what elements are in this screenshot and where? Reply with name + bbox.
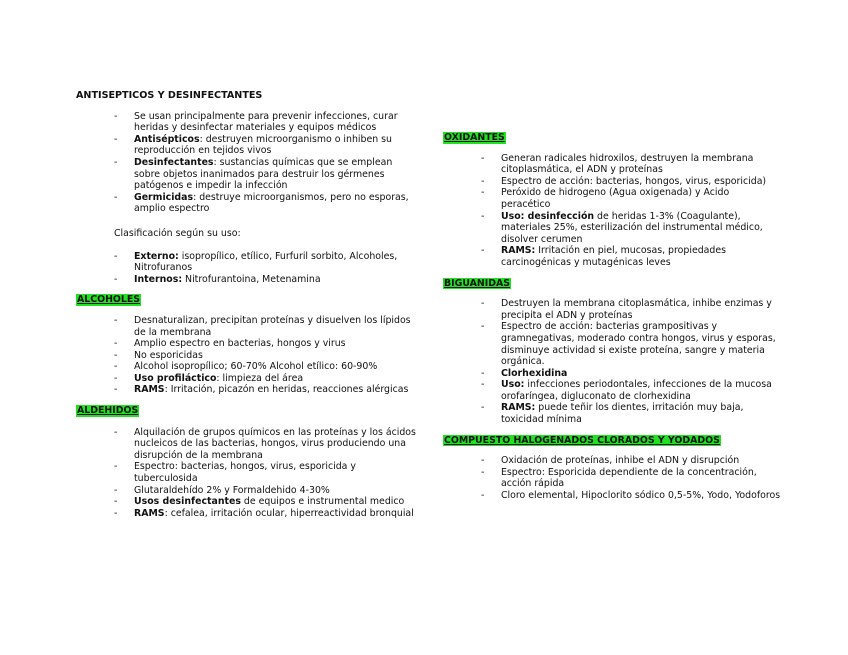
list-item xyxy=(76,338,416,350)
bullet-dash: - xyxy=(481,175,485,187)
list-item xyxy=(76,384,416,396)
bullet-dash: - xyxy=(114,338,118,350)
page-title: ANTISEPTICOS Y DESINFECTANTES xyxy=(76,90,263,101)
item-text: Irritación en piel, mucosas, propiedades carcinogénicas y mutagénicas leves xyxy=(501,245,727,268)
item-term: Clorhexidina xyxy=(501,367,568,379)
item-term: RAMS: xyxy=(501,245,536,257)
classification-list xyxy=(76,251,416,286)
list-item xyxy=(443,153,781,176)
list-item xyxy=(76,157,416,192)
oxidantes-heading: OXIDANTES xyxy=(444,132,505,143)
bullet-dash: - xyxy=(481,152,485,164)
item-term: Internos: xyxy=(134,273,183,285)
item-text: : destruye microorganismos, pero no esporas, amplio espectro xyxy=(134,191,409,215)
intro-list xyxy=(76,111,416,215)
list-item xyxy=(76,508,416,520)
list-item xyxy=(443,245,781,268)
bullet-dash: - xyxy=(114,461,118,473)
item-text: Oxidación de proteínas, inhibe el ADN y disrupción xyxy=(501,455,740,467)
bullet-dash: - xyxy=(481,402,485,414)
item-term: RAMS xyxy=(134,507,165,519)
item-term: Usos desinfectantes xyxy=(134,496,241,508)
list-item xyxy=(443,402,781,425)
alcoholes-list xyxy=(76,315,416,396)
list-item xyxy=(76,134,416,157)
item-text: Se usan principalmente para prevenir infecciones, curar heridas y desinfectar materiales y equipos médicos xyxy=(134,110,398,134)
list-item xyxy=(443,321,781,367)
right-column xyxy=(443,132,781,502)
item-term: RAMS xyxy=(134,384,165,396)
bullet-dash: - xyxy=(114,110,118,122)
item-text: : sustancias químicas que se emplean sobre objetos inanimados para destruir los gérmenes patógenos e impedir la infección xyxy=(134,156,393,192)
oxidantes-list xyxy=(443,153,781,269)
item-text: infecciones periodontales, infecciones de la mucosa orofaríngea, digluconato de clorhexidina xyxy=(501,379,772,402)
item-text: Alquilación de grupos químicos en las proteínas y los ácidos nucleicos de las bacterias, hongos, virus produciendo una disrupción de la membrana xyxy=(134,426,416,461)
bullet-dash: - xyxy=(481,367,485,379)
bullet-dash: - xyxy=(481,321,485,333)
bullet-dash: - xyxy=(114,314,118,326)
item-text: Desnaturalizan, precipitan proteínas y disuelven los lípidos de la membrana xyxy=(134,314,411,338)
item-text: de heridas 1-3% (Coagulante), materiales 25%, esterilización del instrumental médico, disolver cerumen xyxy=(501,210,763,245)
bullet-dash: - xyxy=(114,484,118,496)
item-text: Espectro de acción: bacterias, hongos, virus, esporicida) xyxy=(501,175,767,187)
list-item xyxy=(76,274,416,286)
bullet-dash: - xyxy=(481,210,485,222)
item-text: Espectro de acción: bacterias grampositivas y gramnegativas, moderado contra hongos, virus y esporas, disminuye actividad si existe proteína, sangre y materia orgánica. xyxy=(501,321,776,368)
item-text: Alcohol isopropílico; 60-70% Alcohol etílico: 60-90% xyxy=(134,361,378,373)
item-text: Peróxido de hidrogeno (Agua oxigenada) y Acido peracético xyxy=(501,187,730,210)
item-text: Destruyen la membrana citoplasmática, inhibe enzimas y precipita el ADN y proteínas xyxy=(501,298,772,321)
halogenados-heading: COMPUESTO HALOGENADOS CLORADOS Y YODADOS xyxy=(444,434,720,446)
alcoholes-heading: ALCOHOLES xyxy=(77,294,141,306)
list-item xyxy=(443,176,781,188)
item-text: Espectro: bacterias, hongos, virus, esporicida y tuberculosida xyxy=(134,461,356,485)
item-term: Uso: xyxy=(501,379,525,391)
list-item xyxy=(76,111,416,134)
list-item xyxy=(443,368,781,380)
biguanidas-list xyxy=(443,298,781,426)
bullet-dash: - xyxy=(114,191,118,203)
list-item xyxy=(443,455,781,467)
item-text: Nitrofurantoina, Metenamina xyxy=(182,273,321,285)
item-text: : limpieza del área xyxy=(216,372,304,384)
list-item xyxy=(76,485,416,497)
list-item xyxy=(76,461,416,484)
item-term: Desinfectantes xyxy=(134,156,214,168)
classification-label: Clasificación según su uso: xyxy=(114,227,241,239)
item-text: Amplio espectro en bacterias, hongos y virus xyxy=(134,338,346,350)
list-item xyxy=(76,350,416,362)
bullet-dash: - xyxy=(481,187,485,199)
bullet-dash: - xyxy=(114,273,118,285)
item-text: : cefalea, irritación ocular, hiperreactividad bronquial xyxy=(164,507,414,519)
list-item xyxy=(76,496,416,508)
item-text: : Irritación, picazón en heridas, reacciones alérgicas xyxy=(164,384,409,396)
list-item xyxy=(443,298,781,321)
list-item xyxy=(443,467,781,490)
item-text: Generan radicales hidroxilos, destruyen la membrana citoplasmática, el ADN y proteínas xyxy=(501,152,754,176)
bullet-dash: - xyxy=(481,455,485,467)
item-text: de equipos e instrumental medico xyxy=(240,496,405,508)
list-item xyxy=(76,251,416,274)
bullet-dash: - xyxy=(114,349,118,361)
bullet-dash: - xyxy=(114,133,118,145)
bullet-dash: - xyxy=(114,426,118,438)
aldehidos-heading: ALDEHIDOS xyxy=(77,405,139,417)
item-text: isopropílico, etílico, Furfuril sorbito, Alcoholes, Nitrofuranos xyxy=(134,250,398,274)
bullet-dash: - xyxy=(114,372,118,384)
item-text: : destruyen microorganismo o inhiben su reproducción en tejidos vivos xyxy=(134,133,392,157)
bullet-dash: - xyxy=(114,507,118,519)
bullet-dash: - xyxy=(114,156,118,168)
bullet-dash: - xyxy=(481,466,485,478)
list-item xyxy=(76,192,416,215)
bullet-dash: - xyxy=(114,361,118,373)
list-item xyxy=(443,379,781,402)
aldehidos-list xyxy=(76,427,416,520)
item-term: Uso: desinfección xyxy=(501,210,595,222)
item-text: No esporicidas xyxy=(134,349,203,361)
list-item xyxy=(443,211,781,246)
list-item xyxy=(443,187,781,210)
item-term: RAMS: xyxy=(501,402,536,414)
item-term: Germicidas xyxy=(134,191,194,203)
list-item xyxy=(76,361,416,373)
biguanidas-heading: BIGUANIDAS xyxy=(444,277,511,289)
item-term: Antisépticos xyxy=(134,133,200,145)
halogenados-list xyxy=(443,455,781,501)
bullet-dash: - xyxy=(114,250,118,262)
bullet-dash: - xyxy=(114,384,118,396)
item-term: Externo: xyxy=(134,250,179,262)
item-term: Uso profiláctico xyxy=(134,372,217,384)
item-text: Cloro elemental, Hipoclorito sódico 0,5-5%, Yodo, Yodoforos xyxy=(501,490,781,502)
bullet-dash: - xyxy=(481,245,485,257)
item-text: puede teñir los dientes, irritación muy baja, toxicidad mínima xyxy=(501,402,744,426)
left-column xyxy=(76,90,416,519)
bullet-dash: - xyxy=(481,298,485,310)
item-text: Espectro: Esporicida dependiente de la concentración, acción rápida xyxy=(501,466,757,490)
list-item xyxy=(443,490,781,502)
list-item xyxy=(76,427,416,462)
list-item xyxy=(76,315,416,338)
item-text: Glutaraldehído 2% y Formaldehido 4-30% xyxy=(134,484,330,496)
list-item xyxy=(76,373,416,385)
bullet-dash: - xyxy=(481,379,485,391)
bullet-dash: - xyxy=(481,490,485,502)
bullet-dash: - xyxy=(114,496,118,508)
